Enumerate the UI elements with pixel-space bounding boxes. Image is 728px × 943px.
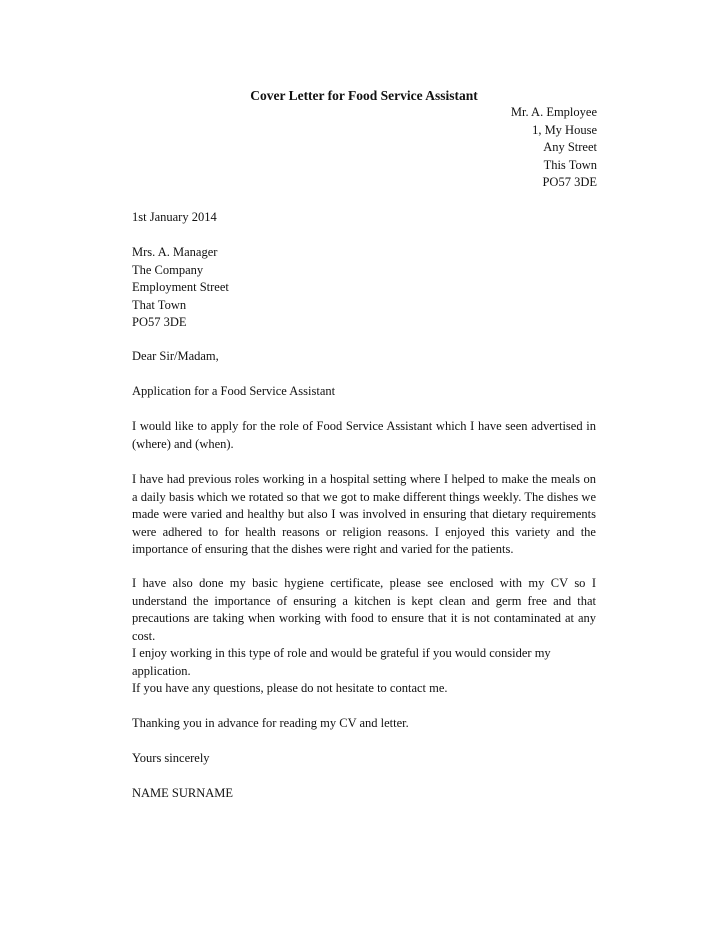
sender-address-line1: 1, My House xyxy=(532,122,597,137)
body-paragraph: I have also done my basic hygiene certificate, please see enclosed with my CV so I understand the importance of ensuring a kitchen is kept clean and germ free and that precautions are taking when working with food to ensure that it is not contaminated at any cost. xyxy=(132,576,596,643)
letter-date: 1st January 2014 xyxy=(132,210,217,224)
letter-title: Cover Letter for Food Service Assistant xyxy=(250,88,478,103)
closing: Yours sincerely xyxy=(132,751,210,765)
signature-name: NAME SURNAME xyxy=(132,786,234,800)
recipient-street: Employment Street xyxy=(132,280,229,294)
body-paragraph: If you have any questions, please do not hesitate to contact me. xyxy=(132,681,448,695)
sender-town: This Town xyxy=(543,157,597,172)
body-paragraph: I would like to apply for the role of Food Service Assistant which I have seen advertised in (where) and (when). xyxy=(132,419,596,451)
recipient-name: Mrs. A. Manager xyxy=(132,245,218,259)
body-paragraph: Thanking you in advance for reading my CV and letter. xyxy=(132,716,409,730)
body-paragraph: I enjoy working in this type of role and would be grateful if you would consider my application. xyxy=(132,646,551,678)
recipient-postcode: PO57 3DE xyxy=(132,315,187,329)
recipient-town: That Town xyxy=(132,297,187,312)
sender-name: Mr. A. Employee xyxy=(510,105,597,119)
sender-postcode: PO57 3DE xyxy=(542,175,597,189)
sender-address-line2: Any Street xyxy=(543,140,597,154)
sender-address xyxy=(511,104,597,192)
body-paragraph: I have had previous roles working in a hospital setting where I helped to make the meals on a daily basis which we rotated so that we got to make different things weekly. The dishes we made were varied and healthy but also I was involved in ensuring that dietary requirements were adhered to for health reasons or religion reasons. I enjoyed this variety and the importance of ensuring that the dishes were right and varied for the patients. xyxy=(132,472,596,556)
recipient-company: The Company xyxy=(132,262,204,277)
recipient-address xyxy=(132,244,596,332)
subject-line: Application for a Food Service Assistant xyxy=(132,384,336,398)
salutation: Dear Sir/Madam, xyxy=(132,349,219,363)
